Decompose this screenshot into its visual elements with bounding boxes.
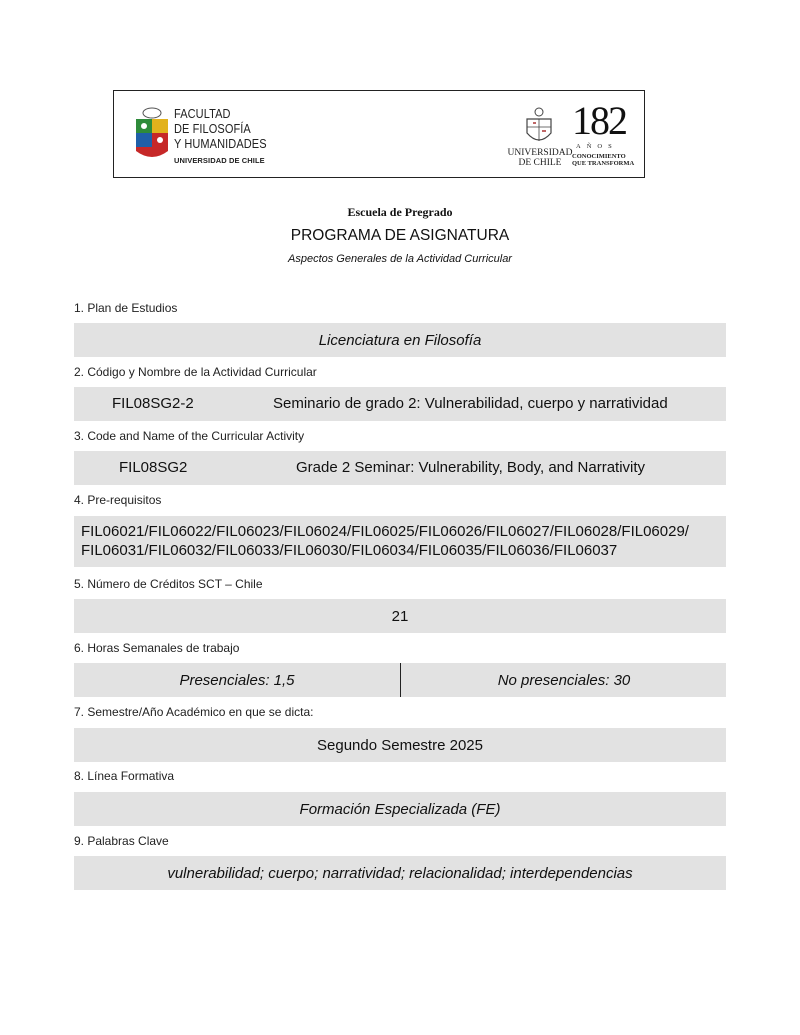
section-2-code: FIL08SG2-2 [112, 395, 194, 412]
section-3-name: Grade 2 Seminar: Vulnerability, Body, and Narrativity [296, 459, 646, 476]
section-9-value: vulnerabilidad; cuerpo; narratividad; relacionalidad; interdependencias [167, 864, 633, 882]
university-line-1: UNIVERSIDAD [507, 148, 573, 158]
section-2-value-box [74, 387, 726, 421]
faculty-shield-logo [134, 107, 170, 163]
university-crest-icon [522, 105, 556, 149]
section-4-value-box [74, 516, 726, 567]
program-subtitle: Aspectos Generales de la Actividad Curricular [288, 253, 512, 265]
prerequisites-line-1: FIL06021/FIL06022/FIL06023/FIL06024/FIL06025/FIL06026/FIL06027/FIL06028/FIL06029/ [81, 523, 689, 540]
university-line-2: DE CHILE [518, 158, 562, 168]
faculty-line-1: FACULTAD [174, 107, 231, 121]
anniversary-tag-1: CONOCIMIENTO [572, 153, 626, 160]
section-6-no-presencial-cell [401, 663, 727, 697]
section-6-presencial: Presenciales: 1,5 [179, 671, 295, 689]
section-6-presencial-cell [74, 663, 400, 697]
section-6-no-presencial: No presenciales: 30 [497, 671, 631, 689]
section-7-value: Segundo Semestre 2025 [317, 736, 483, 754]
anniversary-tagline [572, 153, 634, 167]
section-1-value-box [74, 323, 726, 357]
section-9-value-box [74, 856, 726, 890]
section-6-value-box [74, 663, 726, 697]
section-1-value: Licenciatura en Filosofía [318, 331, 482, 349]
section-8-value-box [74, 792, 726, 826]
anniversary-number: 182 [572, 98, 626, 143]
anniversary-tag-2: QUE TRANSFORMA [572, 160, 635, 167]
prerequisites-line-2: FIL06031/FIL06032/FIL06033/FIL06030/FIL06034/FIL06035/FIL06036/FIL06037 [81, 542, 618, 559]
program-title: PROGRAMA DE ASIGNATURA [290, 227, 510, 244]
section-2-label: 2. Código y Nombre de la Actividad Curricular [74, 365, 317, 379]
section-3-label: 3. Code and Name of the Curricular Activity [74, 429, 305, 443]
section-5-value: 21 [391, 607, 409, 625]
section-9-label: 9. Palabras Clave [74, 834, 169, 848]
anniversary-years-word: AÑOS [576, 143, 618, 150]
faculty-name [174, 107, 279, 168]
university-name [507, 148, 573, 168]
faculty-line-2: DE FILOSOFÍA [174, 122, 251, 136]
section-5-value-box [74, 599, 726, 633]
section-7-value-box [74, 728, 726, 762]
section-3-value-box [74, 451, 726, 485]
section-4-label: 4. Pre-requisitos [74, 493, 162, 507]
section-3-code: FIL08SG2 [119, 459, 188, 476]
faculty-line-4: UNIVERSIDAD DE CHILE [174, 156, 265, 165]
section-5-label: 5. Número de Créditos SCT – Chile [74, 577, 263, 591]
section-8-value: Formación Especializada (FE) [299, 800, 501, 818]
section-7-label: 7. Semestre/Año Académico en que se dicta: [74, 705, 314, 719]
school-name: Escuela de Pregrado [347, 205, 453, 219]
header-logo-box [113, 90, 645, 178]
section-6-label: 6. Horas Semanales de trabajo [74, 641, 240, 655]
section-1-label: 1. Plan de Estudios [74, 301, 178, 315]
section-2-name: Seminario de grado 2: Vulnerabilidad, cuerpo y narratividad [273, 395, 668, 412]
section-8-label: 8. Línea Formativa [74, 769, 175, 783]
faculty-line-3: Y HUMANIDADES [174, 137, 267, 151]
